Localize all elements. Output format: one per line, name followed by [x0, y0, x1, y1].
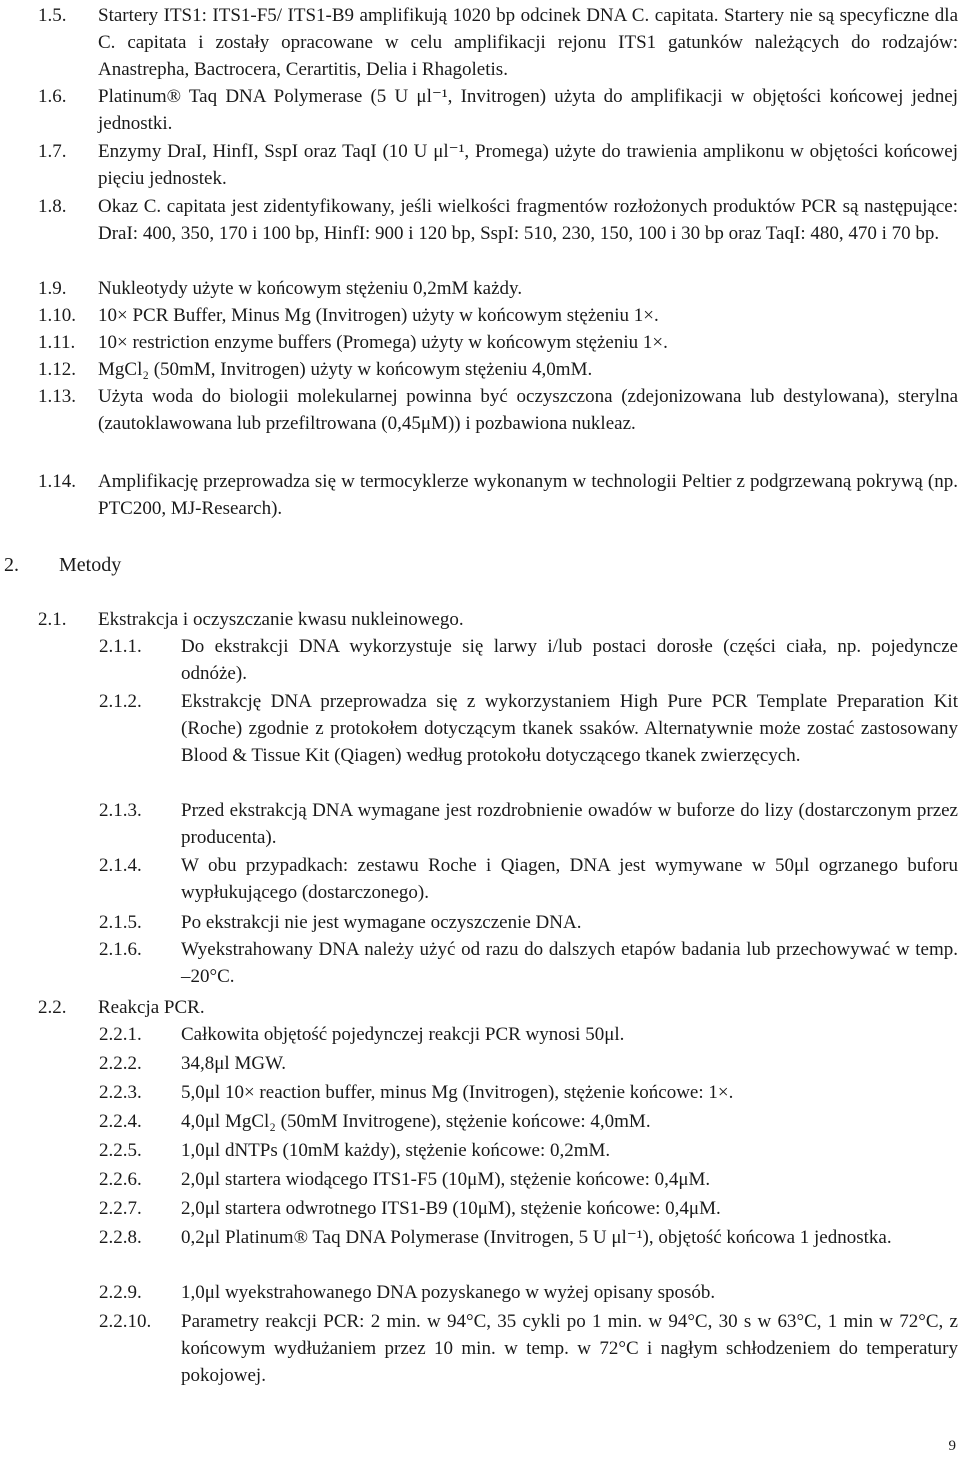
sub-item-number: 2.2.9. — [99, 1282, 142, 1303]
sub-item-number: 2.2.7. — [99, 1198, 142, 1219]
item-text: MgCl₂ (50mM, Invitrogen) użyty w końcowym stężeniu 4,0mM. — [98, 359, 593, 380]
sub-item-text: 5,0μl 10× reaction buffer, minus Mg (Invitrogen), stężenie końcowe: 1×. — [181, 1082, 734, 1103]
sub-item-number: 2.2.5. — [99, 1140, 142, 1161]
heading-number: 2. — [4, 554, 19, 576]
sub-item-number: 2.2.1. — [99, 1024, 142, 1045]
item-number: 1.12. — [38, 359, 76, 380]
item-text: Enzymy DraI, HinfI, SspI oraz TaqI (10 U μl⁻¹, Promega) użyte do trawienia amplikonu w objętości końcowej pięciu jednostek. — [98, 141, 958, 189]
sub-item-text: 1,0μl dNTPs (10mM każdy), stężenie końcowe: 0,2mM. — [181, 1140, 611, 1161]
item-text: Okaz C. capitata jest zidentyfikowany, jeśli wielkości fragmentów rozłożonych produktów PCR są następujące: DraI: 400, 350, 170 i 100 bp, HinfI: 900 i 120 bp, SspI: 510, 230, 150, 100 i 30 bp oraz TaqI: 480, 470 i 70 bp. — [98, 196, 958, 244]
item-text: Startery ITS1: ITS1-F5/ ITS1-B9 amplifikują 1020 bp odcinek DNA C. capitata. Startery nie są specyficzne dla C. capitata i zostały opracowane w celu amplifikacji rejonu ITS1 gatunków należących do rodzajów: Anastrepha, Bactrocera, Cerartitis, Delia i Rhagoletis. — [98, 5, 958, 80]
sub-item-number: 2.2.10. — [99, 1311, 152, 1332]
item-text: 10× PCR Buffer, Minus Mg (Invitrogen) użyty w końcowym stężeniu 1×. — [98, 305, 659, 326]
page-number: 9 — [948, 1438, 956, 1454]
sub-item-number: 2.2.2. — [99, 1053, 142, 1074]
sub-item-text: Przed ekstrakcją DNA wymagane jest rozdrobnienie owadów w buforze do lizy (dostarczonym przez producenta). — [181, 800, 958, 848]
item-number: 1.5. — [38, 5, 67, 26]
sub-item-number: 2.1.6. — [99, 939, 142, 960]
sub-item-text: Ekstrakcję DNA przeprowadza się z wykorzystaniem High Pure PCR Template Preparation Kit (Roche) zgodnie z protokołem dotyczącym tkanek ssaków. Alternatywnie może zostać zastosowany Blood & Tissue Kit (Qiagen) według protokołu dotyczącego tkanek zwierzęcych. — [181, 691, 958, 766]
sub-item-number: 2.1.3. — [99, 800, 142, 821]
item-number: 1.8. — [38, 196, 67, 217]
subsection-number: 2.2. — [38, 997, 67, 1018]
item-number: 1.11. — [38, 332, 76, 353]
item-number: 1.9. — [38, 278, 67, 299]
sub-item-text: 2,0μl startera odwrotnego ITS1-B9 (10μM), stężenie końcowe: 0,4μM. — [181, 1198, 721, 1219]
sub-item-text: Wyekstrahowany DNA należy użyć od razu do dalszych etapów badania lub przechowywać w temp. –20°C. — [181, 939, 958, 987]
sub-item-text: 34,8μl MGW. — [181, 1053, 287, 1074]
item-text: Platinum® Taq DNA Polymerase (5 U μl⁻¹, Invitrogen) użyta do amplifikacji w objętości końcowej jednej jednostki. — [98, 86, 958, 134]
item-text: Amplifikację przeprowadza się w termocyklerze wykonanym w technologii Peltier z podgrzewaną pokrywą (np. PTC200, MJ-Research). — [98, 471, 958, 519]
subsection-number: 2.1. — [38, 609, 67, 630]
sub-item-number: 2.1.5. — [99, 912, 142, 933]
item-text: Użyta woda do biologii molekularnej powinna być oczyszczona (zdejonizowana lub destylowana), sterylna (zautoklawowana lub przefiltrowana (0,45μM)) i pozbawiona nukleaz. — [98, 386, 958, 434]
sub-item-text: Po ekstrakcji nie jest wymagane oczyszczenie DNA. — [181, 912, 582, 933]
item-text: 10× restriction enzyme buffers (Promega) użyty w końcowym stężeniu 1×. — [98, 332, 668, 353]
sub-item-text: 4,0μl MgCl₂ (50mM Invitrogene), stężenie końcowe: 4,0mM. — [181, 1111, 651, 1132]
subsection-title: Ekstrakcja i oczyszczanie kwasu nukleinowego. — [98, 609, 464, 630]
sub-item-number: 2.1.1. — [99, 636, 142, 657]
sub-item-number: 2.2.3. — [99, 1082, 142, 1103]
sub-item-text: Do ekstrakcji DNA wykorzystuje się larwy i/lub postaci dorosłe (części ciała, np. pojedyncze odnóże). — [181, 636, 958, 684]
sub-item-text: W obu przypadkach: zestawu Roche i Qiagen, DNA jest wymywane w 50μl ogrzanego buforu wypłukującego (dostarczonego). — [181, 855, 958, 903]
item-number: 1.13. — [38, 386, 76, 407]
item-number: 1.14. — [38, 471, 76, 492]
subsection-title: Reakcja PCR. — [98, 997, 205, 1018]
item-number: 1.7. — [38, 141, 67, 162]
sub-item-text: 1,0μl wyekstrahowanego DNA pozyskanego w wyżej opisany sposób. — [181, 1282, 716, 1303]
sub-item-text: Parametry reakcji PCR: 2 min. w 94°C, 35 cykli po 1 min. w 94°C, 30 s w 63°C, 1 min w 72°C, z końcowym wydłużaniem przez 10 min. w temp. w 72°C i nagłym schłodzeniem do temperatury pokojowej. — [181, 1311, 958, 1386]
heading-title: Metody — [59, 554, 122, 576]
sub-item-number: 2.1.4. — [99, 855, 142, 876]
sub-item-number: 2.1.2. — [99, 691, 142, 712]
sub-item-text: 0,2μl Platinum® Taq DNA Polymerase (Invitrogen, 5 U μl⁻¹), objętość końcowa 1 jednostka. — [181, 1227, 892, 1248]
sub-item-number: 2.2.6. — [99, 1169, 142, 1190]
item-number: 1.10. — [38, 305, 76, 326]
item-text: Nukleotydy użyte w końcowym stężeniu 0,2mM każdy. — [98, 278, 523, 299]
item-number: 1.6. — [38, 86, 67, 107]
sub-item-number: 2.2.4. — [99, 1111, 142, 1132]
sub-item-number: 2.2.8. — [99, 1227, 142, 1248]
sub-item-text: 2,0μl startera wiodącego ITS1-F5 (10μM), stężenie końcowe: 0,4μM. — [181, 1169, 711, 1190]
sub-item-text: Całkowita objętość pojedynczej reakcji PCR wynosi 50μl. — [181, 1024, 625, 1045]
